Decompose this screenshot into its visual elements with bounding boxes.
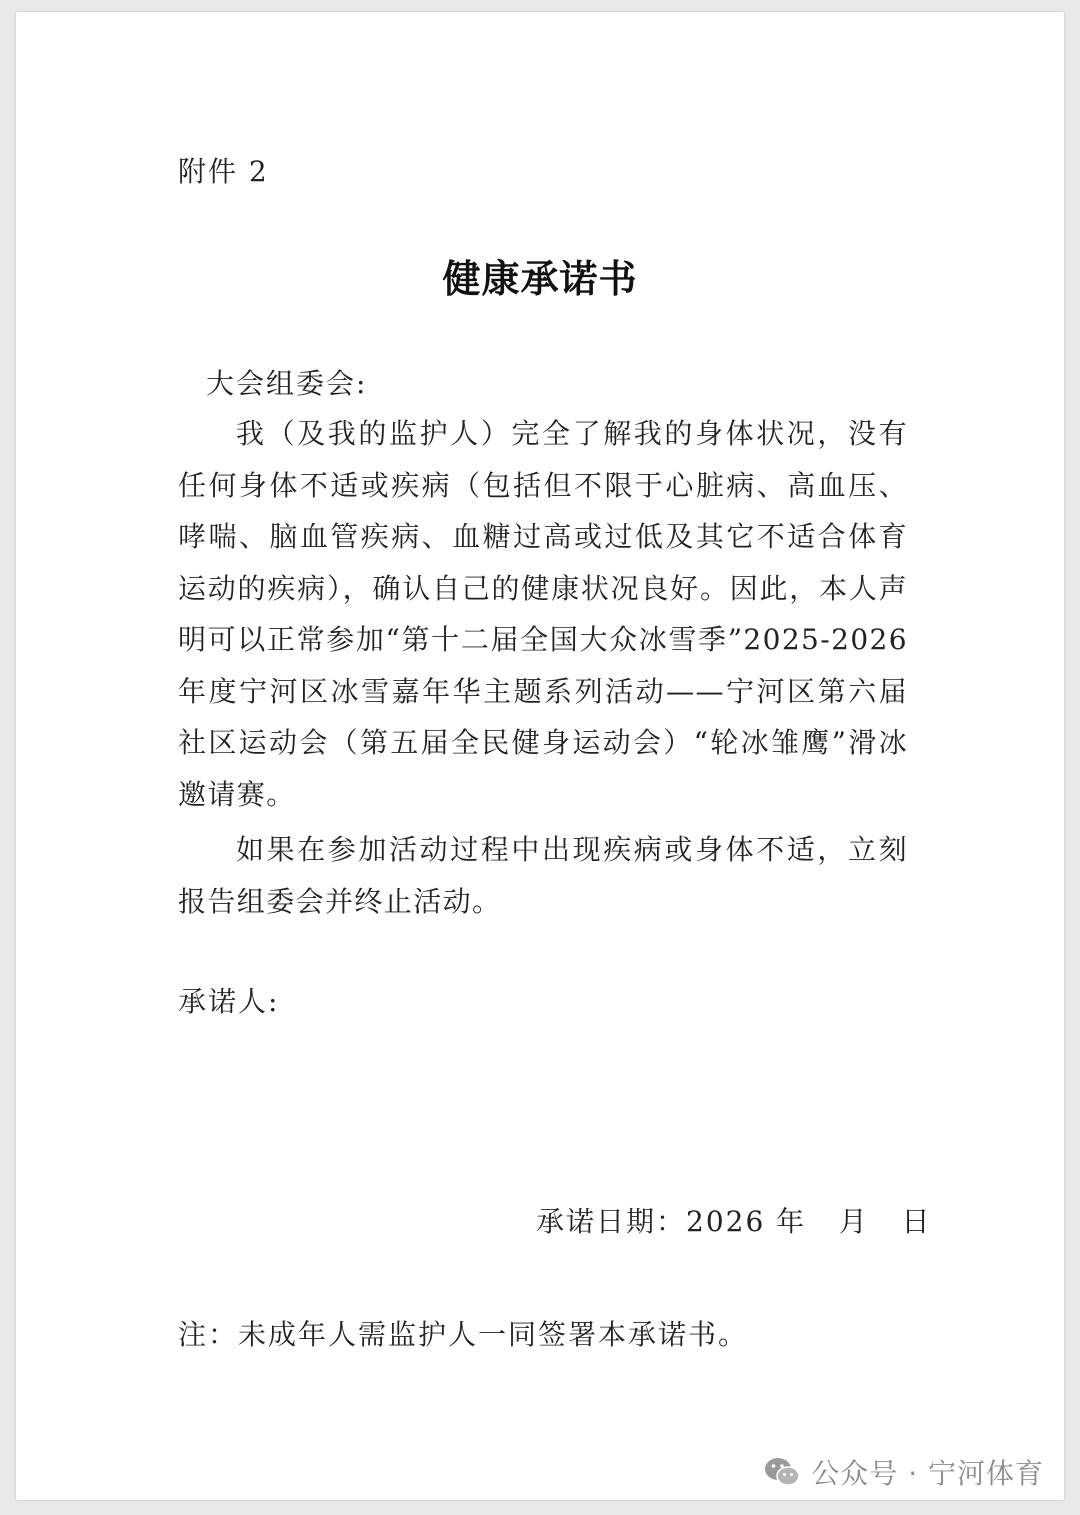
paragraph-declaration: 我（及我的监护人）完全了解我的身体状况，没有任何身体不适或疾病（包括但不限于心脏病、高血压、哮喘、脑血管疾病、血糖过高或过低及其它不适合体育运动的疾病），确认自己的健康状况良好。因此，本人声明可以正常参加“第十二届全国大众冰雪季”2025-2026年度宁河区冰雪嘉年华主题系列活动——宁河区第六届社区运动会（第五届全民健身运动会）“轮冰雏鹰”滑冰邀请赛。 (178, 417, 908, 811)
annex-label: 附件 2 (178, 155, 269, 188)
watermark-text: 公众号 · 宁河体育 (811, 1457, 1044, 1490)
wechat-icon (763, 1456, 801, 1488)
footnote: 注：未成年人需监护人一同签署本承诺书。 (178, 1318, 749, 1351)
document-title: 健康承诺书 (442, 256, 638, 301)
paragraph-report: 如果在参加活动过程中出现疾病或身体不适，立刻报告组委会并终止活动。 (178, 833, 908, 918)
salutation: 大会组委会: (206, 367, 368, 400)
promiser-label: 承诺人: (178, 985, 280, 1018)
watermark (763, 1452, 1044, 1492)
promise-date: 承诺日期：2026 年 月 日 (536, 1205, 932, 1238)
